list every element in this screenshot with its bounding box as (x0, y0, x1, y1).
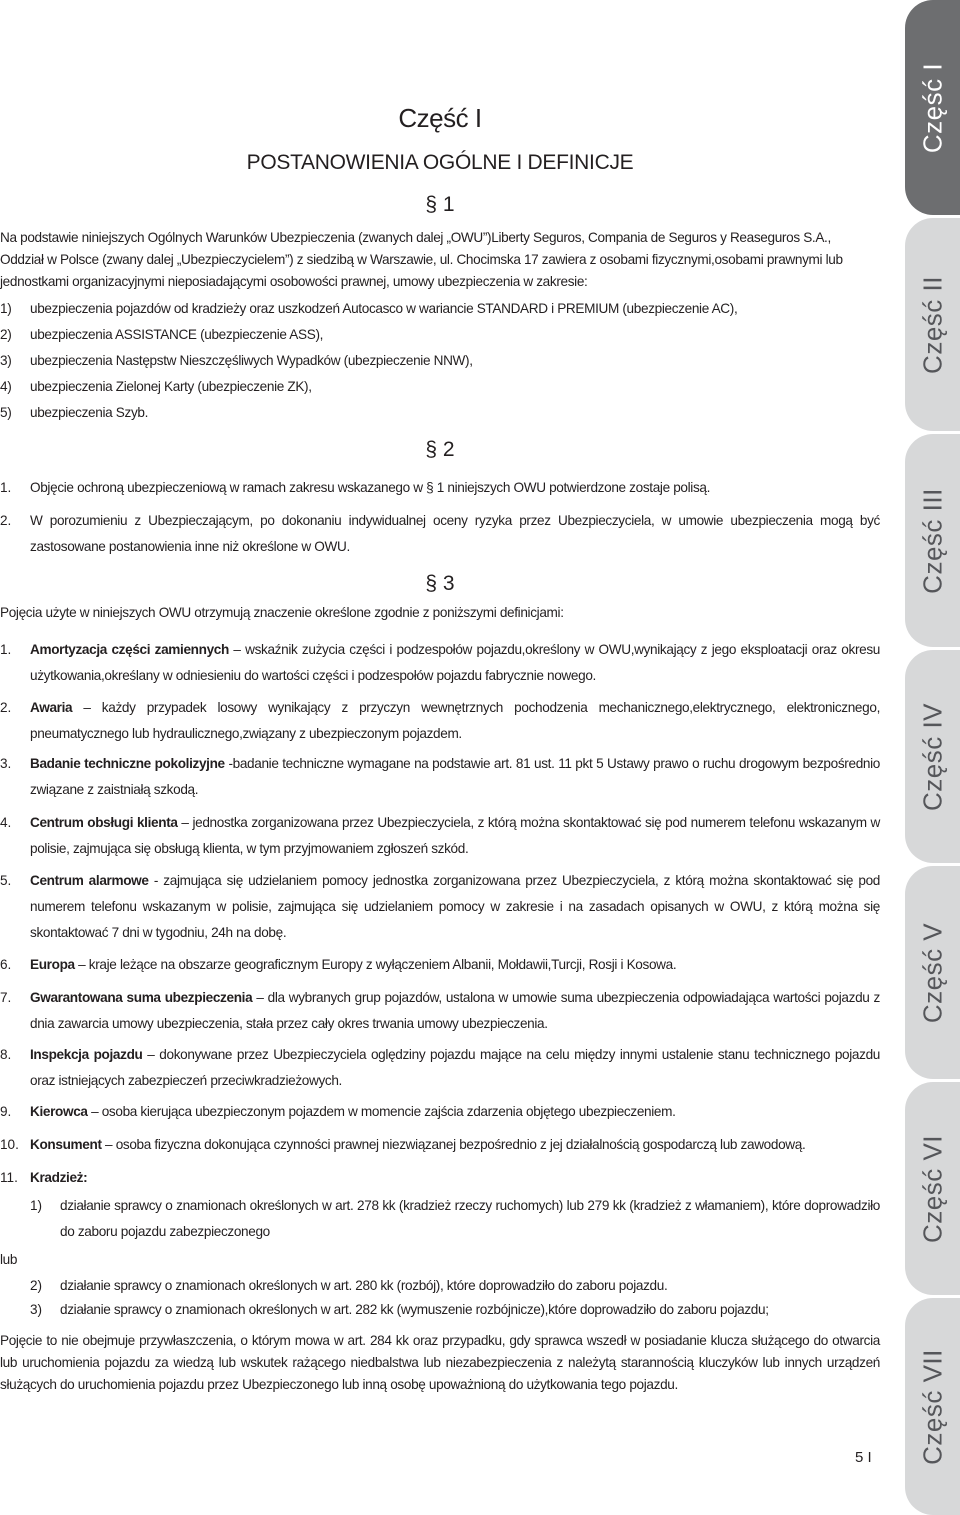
tab-part-5-label: Część V (917, 922, 947, 1023)
scope-item-2: 2) ubezpieczenia ASSISTANCE (ubezpieczenie ASS), (0, 327, 324, 342)
def-9-text: – osoba kierująca ubezpieczonym pojazdem w momencie zajścia zdarzenia objętego ubezpieczeniem. (87, 1104, 676, 1119)
tab-part-2[interactable] (905, 218, 960, 431)
def-2-number: 2. (0, 700, 12, 715)
theft-sub-1 (30, 1195, 880, 1243)
theft-sub-2 (30, 1275, 880, 1297)
def-2-text: – każdy przypadek losowy wynikający z przyczyn wewnętrznych pochodzenia mechanicznego,elektrycznego, elektronicznego, pneumatycznego lub hydraulicznego,związany z ubezpieczonym pojazdem. (30, 700, 880, 741)
def-8-text: – dokonywane przez Ubezpieczyciela oględziny pojazdu mające na celu między innymi ustalenie stanu technicznego pojazdu oraz istniejących zabezpieczeń przeciwkradzieżowych. (30, 1047, 881, 1088)
intro-line-3: jednostkami organizacyjnymi nieposiadającymi osobowości prawnej, umowy ubezpieczenia w zakresie: (0, 274, 588, 289)
def-4-number: 4. (0, 815, 12, 830)
def-2 (30, 695, 880, 747)
def-1 (30, 637, 880, 689)
def-4-text: – jednostka zorganizowana przez Ubezpieczyciela, z którą można skontaktować się pod numerem telefonu wskazanym w polisie, zajmująca się obsługą klienta, w tym przyjmowaniem zgłoszeń szkód. (30, 815, 880, 856)
def-11-term: Kradzież: (30, 1170, 88, 1185)
theft-sub-3-text: działanie sprawcy o znamionach określonych w art. 282 kk (wymuszenie rozbójnicze),które doprowadziło do zaboru pojazdu; (60, 1302, 769, 1317)
s2-item-1-number: 1. (0, 480, 12, 495)
tab-part-4[interactable] (905, 650, 960, 863)
part-title: Część I (398, 103, 482, 133)
paragraph-1-heading: § 1 (425, 193, 455, 216)
theft-sub-1-text: działanie sprawcy o znamionach określonych w art. 278 kk (kradzież rzeczy ruchomych) lub 279 kk (kradzież z włamaniem), które doprowadziło do zaboru pojazdu zabezpieczonego (60, 1198, 880, 1239)
def-8-term: Inspekcja pojazdu (30, 1047, 143, 1062)
def-6 (30, 952, 880, 978)
intro-line-2: Oddział w Polsce (zwany dalej „Ubezpieczycielem”) z siedzibą w Warszawie, ul. Chocimska 17 zawiera z osobami fizycznymi,osobami prawnymi lub (0, 252, 843, 267)
def-7-text: – dla wybranych grup pojazdów, ustalona w umowie suma ubezpieczenia odpowiadająca wartości pojazdu z dnia zawarcia umowy ubezpieczenia, stała przez cały okres trwania umowy ubezpieczenia. (30, 990, 880, 1031)
def-5-text: - zajmująca się udzielaniem pomocy jednostka zorganizowana przez Ubezpieczyciela, z którą można skontaktować się pod numerem telefonu wskazanym w polisie, zajmująca się udzielaniem pomocy w zakresie i na zasadach opisanych w OWU, z którą można się skontaktować 7 dni w tygodniu, 24h na dobę. (30, 873, 880, 940)
intro-line-1: Na podstawie niniejszych Ogólnych Warunków Ubezpieczenia (zwanych dalej „OWU”)Liberty Seguros, Compania de Seguros y Reaseguros S.A., (0, 230, 831, 245)
def-7 (30, 985, 880, 1037)
paragraph-3-heading: § 3 (425, 572, 455, 595)
def-5 (30, 868, 880, 946)
def-11 (30, 1165, 880, 1191)
tab-part-2-label: Część II (917, 275, 947, 374)
def-6-number: 6. (0, 957, 12, 972)
tab-part-7[interactable] (905, 1298, 960, 1515)
def-3-text: -badanie techniczne wymagane na podstawie art. 81 ust. 11 pkt 5 Ustawy prawo o ruchu drogowym bezpośrednio związane z zaistniałą szkodą. (30, 756, 880, 797)
theft-sub-1-number: 1) (30, 1198, 43, 1213)
def-1-text: – wskaźnik zużycia części i podzespołów pojazdu,określony w OWU,wynikający z jego eksploatacji oraz okresu użytkowania,określany w odniesieniu do wartości części i podzespołów pojazdu fabrycznie nowego. (30, 642, 880, 683)
tab-part-6-label: Część VI (917, 1134, 947, 1243)
scope-item-5: 5) ubezpieczenia Szyb. (0, 405, 149, 420)
def-8-number: 8. (0, 1047, 12, 1062)
theft-sub-3-number: 3) (30, 1302, 43, 1317)
def-6-term: Europa (30, 957, 75, 972)
section-heading: POSTANOWIENIA OGÓLNE I DEFINICJE (246, 151, 634, 174)
theft-sub-2-text: działanie sprawcy o znamionach określonych w art. 280 kk (rozbój), które doprowadziło do zaboru pojazdu. (60, 1278, 668, 1293)
theft-sub-3 (30, 1299, 880, 1321)
def-8 (30, 1042, 880, 1094)
def-10-number: 10. (0, 1137, 19, 1152)
tab-part-1[interactable] (905, 0, 960, 215)
def-9-number: 9. (0, 1104, 12, 1119)
scope-item-3: 3) ubezpieczenia Następstw Nieszczęśliwych Wypadków (ubezpieczenie NNW), (0, 353, 473, 368)
def-5-number: 5. (0, 873, 12, 888)
section-tabs (905, 0, 960, 1515)
def-9 (30, 1099, 880, 1125)
def-1-term: Amortyzacja części zamiennych (30, 642, 229, 657)
def-6-text: – kraje leżące na obszarze geograficznym Europy z wyłączeniem Albanii, Mołdawii,Turcji, Rosji i Kosowa. (74, 957, 677, 972)
scope-item-1: 1) ubezpieczenia pojazdów od kradzieży oraz uszkodzeń Autocasco w wariancie STANDARD i PREMIUM (ubezpieczenie AC), (0, 301, 738, 316)
def-10-text: – osoba fizyczna dokonująca czynności prawnej niezwiązanej bezpośrednio z jej działalnością gospodarczą lub zawodową. (101, 1137, 806, 1152)
def-3-term: Badanie techniczne pokolizyjne (30, 756, 225, 771)
def-10 (30, 1132, 880, 1158)
theft-closing-paragraph: Pojęcie to nie obejmuje przywłaszczenia, o którym mowa w art. 284 kk oraz przypadku, gdy sprawca wszedł w posiadanie klucza służącego do otwarcia lub uruchomienia pojazdu za wiedzą lub wskutek rażącego niedbalstwa lub niezabezpieczenia z należytą starannością kluczyków lub innych urządzeń służących do uruchomienia pojazdu przez Ubezpieczonego lub inną osobę upoważnioną do użytkowania tego pojazdu. (0, 1333, 880, 1392)
tab-part-7-label: Część VII (917, 1348, 947, 1465)
s2-item-1-text: Objęcie ochroną ubezpieczeniową w ramach zakresu wskazanego w § 1 niniejszych OWU potwierdzone zostaje polisą. (30, 480, 711, 495)
page-number: 5 I (855, 1449, 872, 1466)
def-1-number: 1. (0, 642, 12, 657)
def-2-term: Awaria (30, 700, 73, 715)
def-10-term: Konsument (30, 1137, 102, 1152)
tab-part-3[interactable] (905, 434, 960, 647)
tab-part-4-label: Część IV (917, 702, 947, 811)
tab-part-6[interactable] (905, 1082, 960, 1295)
s2-item-2-number: 2. (0, 513, 12, 528)
s2-item-2-text: W porozumieniu z Ubezpieczającym, po dokonaniu indywidualnej oceny ryzyka przez Ubezpieczyciela, w umowie ubezpieczenia mogą być zastosowane postanowienia inne niż określone w OWU. (30, 513, 880, 554)
def-4 (30, 810, 880, 862)
scope-item-4: 4) ubezpieczenia Zielonej Karty (ubezpieczenie ZK), (0, 379, 312, 394)
def-7-term: Gwarantowana suma ubezpieczenia (30, 990, 253, 1005)
tab-part-1-label: Część I (917, 62, 947, 153)
def-4-term: Centrum obsługi klienta (30, 815, 178, 830)
def-11-number: 11. (0, 1170, 18, 1185)
theft-or-label: lub (0, 1252, 18, 1267)
def-9-term: Kierowca (30, 1104, 88, 1119)
paragraph-2-heading: § 2 (425, 438, 455, 461)
def-7-number: 7. (0, 990, 12, 1005)
definitions-intro: Pojęcia użyte w niniejszych OWU otrzymują znaczenie określone zgodnie z poniższymi definicjami: (0, 605, 564, 620)
def-3-number: 3. (0, 756, 12, 771)
theft-sub-2-number: 2) (30, 1278, 43, 1293)
tab-part-5[interactable] (905, 866, 960, 1079)
tab-part-3-label: Część III (917, 487, 947, 594)
def-5-term: Centrum alarmowe (30, 873, 149, 888)
def-3 (30, 751, 880, 803)
